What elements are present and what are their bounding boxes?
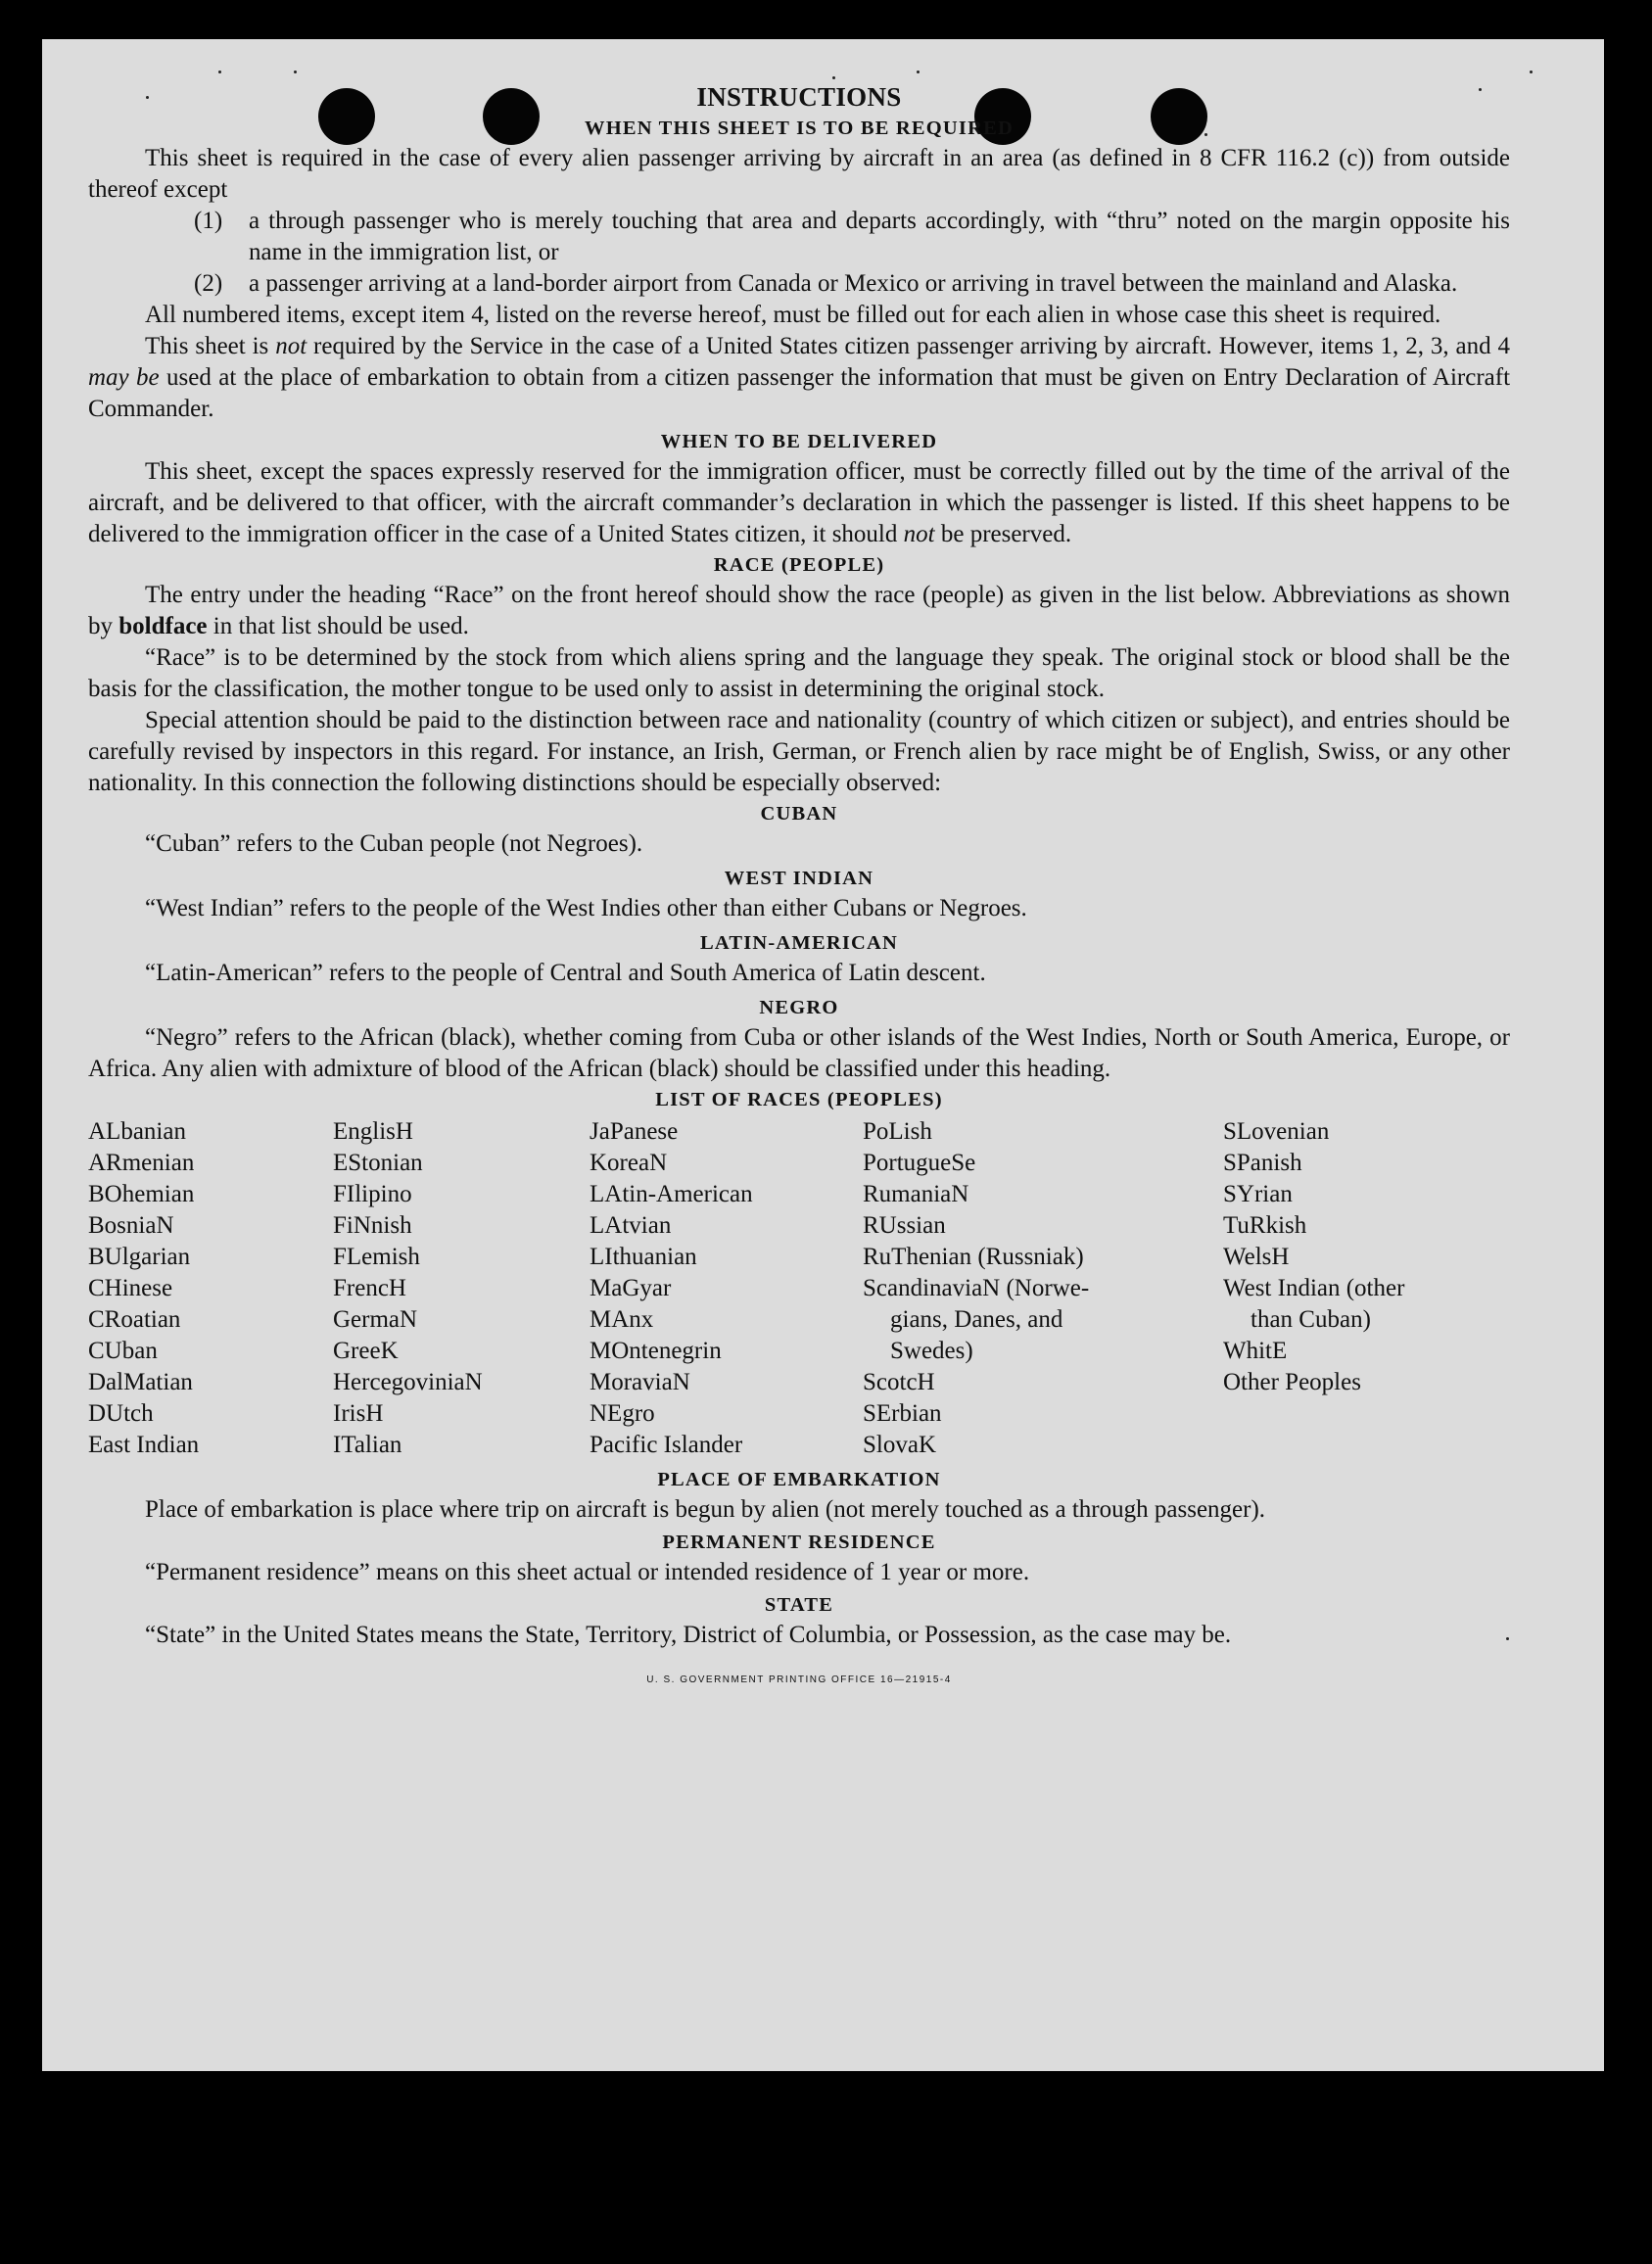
race-entry: BosniaN: [88, 1212, 174, 1239]
race-entry: BOhemian: [88, 1181, 195, 1207]
race-entry: CHinese: [88, 1275, 173, 1301]
races-list: [88, 1116, 1510, 1461]
heading-when-required: WHEN THIS SHEET IS TO BE REQUIRED: [585, 118, 1014, 139]
race-entry: PortugueSe: [863, 1150, 976, 1176]
state-text: “State” in the United States means the State, Territory, District of Columbia, or Possession, as the case may be.: [145, 1622, 1232, 1648]
race-entry: Swedes): [890, 1338, 973, 1364]
race-entry: TuRkish: [1223, 1212, 1307, 1239]
heading-latin-american: LATIN-AMERICAN: [699, 932, 899, 954]
race-entry: ITalian: [333, 1432, 402, 1458]
race-entry: East Indian: [88, 1432, 200, 1458]
race-entry: FiNnish: [333, 1212, 412, 1239]
race-entry: BUlgarian: [88, 1244, 191, 1270]
race-entry: GreeK: [333, 1338, 399, 1364]
races-column: [863, 1116, 1223, 1461]
dust-speck: [832, 76, 835, 79]
races-column: [333, 1116, 590, 1461]
italic-run: not: [275, 333, 307, 359]
race-entry: IrisH: [333, 1400, 384, 1427]
permanent-residence-text: “Permanent residence” means on this sheet actual or intended residence of 1 year or more.: [145, 1559, 1030, 1585]
race-entry: RuThenian (Russniak): [863, 1244, 1084, 1270]
bold-run: boldface: [118, 613, 208, 639]
race-paragraph-3: Special attention should be paid to the distinction between race and nationality (country of which citizen or subject), and entries should be carefully revised by inspectors in this regard. For instance, an Irish, German, or French alien by race might be of English, Swiss, or any other nationality. In this connection the following distinctions should be especially observed:: [88, 707, 1510, 796]
printer-imprint: U. S. GOVERNMENT PRINTING OFFICE 16—21915-4: [646, 1674, 952, 1685]
race-entry: LIthuanian: [590, 1244, 697, 1270]
race-entry: PoLish: [863, 1118, 932, 1145]
race-entry: WhitE: [1223, 1338, 1288, 1364]
exception-item: [194, 206, 1510, 268]
race-entry: ALbanian: [88, 1118, 186, 1145]
race-entry: DUtch: [88, 1400, 154, 1427]
heading-cuban: CUBAN: [760, 803, 838, 825]
latin-american-text: “Latin-American” refers to the people of Central and South America of Latin descent.: [145, 960, 986, 986]
race-entry: FIlipino: [333, 1181, 412, 1207]
heading-permanent-residence: PERMANENT RESIDENCE: [662, 1532, 936, 1553]
page-title: INSTRUCTIONS: [696, 82, 902, 112]
heading-place-of-embarkation: PLACE OF EMBARKATION: [657, 1469, 941, 1490]
dust-speck: [294, 71, 297, 73]
races-column: [88, 1116, 333, 1461]
heading-race: RACE (PEOPLE): [713, 554, 885, 576]
race-entry: EStonian: [333, 1150, 423, 1176]
citizen-paragraph: [88, 331, 1510, 425]
race-entry: SlovaK: [863, 1432, 936, 1458]
race-entry: ScotcH: [863, 1369, 935, 1395]
race-entry: SLovenian: [1223, 1118, 1330, 1145]
race-entry: SErbian: [863, 1400, 942, 1427]
item-text: a through passenger who is merely touching that area and departs accordingly, with “thru” noted on the margin opposite his name in the immigration list, or: [249, 208, 1510, 265]
negro-text: “Negro” refers to the African (black), whether coming from Cuba or other islands of the West Indies, North or South America, Europe, or Africa. Any alien with admixture of blood of the African (black) should be classified under this heading.: [88, 1024, 1510, 1082]
italic-run: may be: [88, 364, 160, 391]
race-entry: JaPanese: [590, 1118, 679, 1145]
races-column: [1223, 1116, 1510, 1461]
race-entry: MOntenegrin: [590, 1338, 722, 1364]
text-run: This sheet, except the spaces expressly reserved for the immigration officer, must be correctly filled out by the time of the arrival of the aircraft, and be delivered to that officer, with the aircraft commander’s declaration in which the passenger is listed. If this sheet happens to be delivered to the immigration officer in the case of a United States citizen, it should: [88, 458, 1510, 547]
race-entry: HercegoviniaN: [333, 1369, 483, 1395]
heading-when-delivered: WHEN TO BE DELIVERED: [660, 431, 938, 452]
text-run: used at the place of embarkation to obtain from a citizen passenger the information that must be given on Entry Declaration of Aircraft Commander.: [88, 364, 1511, 422]
race-entry: gians, Danes, and: [890, 1306, 1063, 1333]
exception-item: [194, 268, 1510, 300]
place-of-embarkation-text: Place of embarkation is place where trip on aircraft is begun by alien (not merely touched as a through passenger).: [145, 1496, 1266, 1523]
race-entry: CUban: [88, 1338, 158, 1364]
numbered-items-paragraph: All numbered items, except item 4, listed on the reverse hereof, must be filled out for each alien in whose case this sheet is required.: [145, 302, 1441, 328]
race-entry: LAtin-American: [590, 1181, 753, 1207]
instructions-content: [88, 80, 1510, 1696]
race-paragraph-1: [88, 580, 1510, 642]
text-run: The entry under the heading “Race” on the front hereof should show the race (people) as given in the list below. Abbreviations as shown by: [88, 582, 1510, 639]
text-run: required by the Service in the case of a United States citizen passenger arriving by aircraft. However, items 1, 2, 3, and 4: [307, 333, 1510, 359]
heading-negro: NEGRO: [759, 997, 839, 1018]
italic-run: not: [903, 521, 935, 547]
race-entry: DalMatian: [88, 1369, 193, 1395]
race-entry: KoreaN: [590, 1150, 668, 1176]
item-number: (2): [194, 270, 223, 297]
race-entry: MoraviaN: [590, 1369, 690, 1395]
race-entry: ARmenian: [88, 1150, 195, 1176]
race-entry: West Indian (other: [1223, 1275, 1405, 1301]
race-entry: Pacific Islander: [590, 1432, 743, 1458]
dust-speck: [1530, 71, 1533, 73]
dust-speck: [917, 71, 920, 73]
when-required-intro: This sheet is required in the case of every alien passenger arriving by aircraft in an area (as defined in 8 CFR 116.2 (c)) from outside thereof except: [88, 145, 1510, 203]
race-paragraph-2: “Race” is to be determined by the stock from which aliens spring and the language they speak. The original stock or blood shall be the basis for the classification, the mother tongue to be used only to assist in determining the original stock.: [88, 644, 1510, 702]
race-entry: CRoatian: [88, 1306, 181, 1333]
text-run: in that list should be used.: [207, 613, 469, 639]
race-entry: SPanish: [1223, 1150, 1302, 1176]
heading-list-of-races: LIST OF RACES (PEOPLES): [655, 1089, 943, 1110]
race-entry: than Cuban): [1251, 1306, 1371, 1333]
race-entry: EnglisH: [333, 1118, 413, 1145]
cuban-text: “Cuban” refers to the Cuban people (not Negroes).: [145, 830, 643, 857]
race-entry: NEgro: [590, 1400, 655, 1427]
race-entry: SYrian: [1223, 1181, 1293, 1207]
text-run: be preserved.: [934, 521, 1072, 547]
race-entry: WelsH: [1223, 1244, 1290, 1270]
race-entry: FLemish: [333, 1244, 420, 1270]
race-entry: RumaniaN: [863, 1181, 969, 1207]
race-entry: GermaN: [333, 1306, 418, 1333]
race-entry: MaGyar: [590, 1275, 672, 1301]
item-number: (1): [194, 208, 223, 234]
item-text: a passenger arriving at a land-border airport from Canada or Mexico or arriving in travel between the mainland and Alaska.: [249, 270, 1458, 297]
race-entry: Other Peoples: [1223, 1369, 1361, 1395]
west-indian-text: “West Indian” refers to the people of the West Indies other than either Cubans or Negroes.: [145, 895, 1027, 921]
race-entry: MAnx: [590, 1306, 654, 1333]
dust-speck: [218, 71, 221, 73]
heading-state: STATE: [764, 1594, 834, 1616]
text-run: This sheet is: [145, 333, 276, 359]
race-entry: RUssian: [863, 1212, 946, 1239]
races-column: [590, 1116, 863, 1461]
race-entry: ScandinaviaN (Norwe-: [863, 1275, 1090, 1301]
race-entry: LAtvian: [590, 1212, 672, 1239]
heading-west-indian: WEST INDIAN: [724, 868, 874, 889]
race-entry: FrencH: [333, 1275, 406, 1301]
when-delivered-paragraph: [88, 456, 1510, 550]
